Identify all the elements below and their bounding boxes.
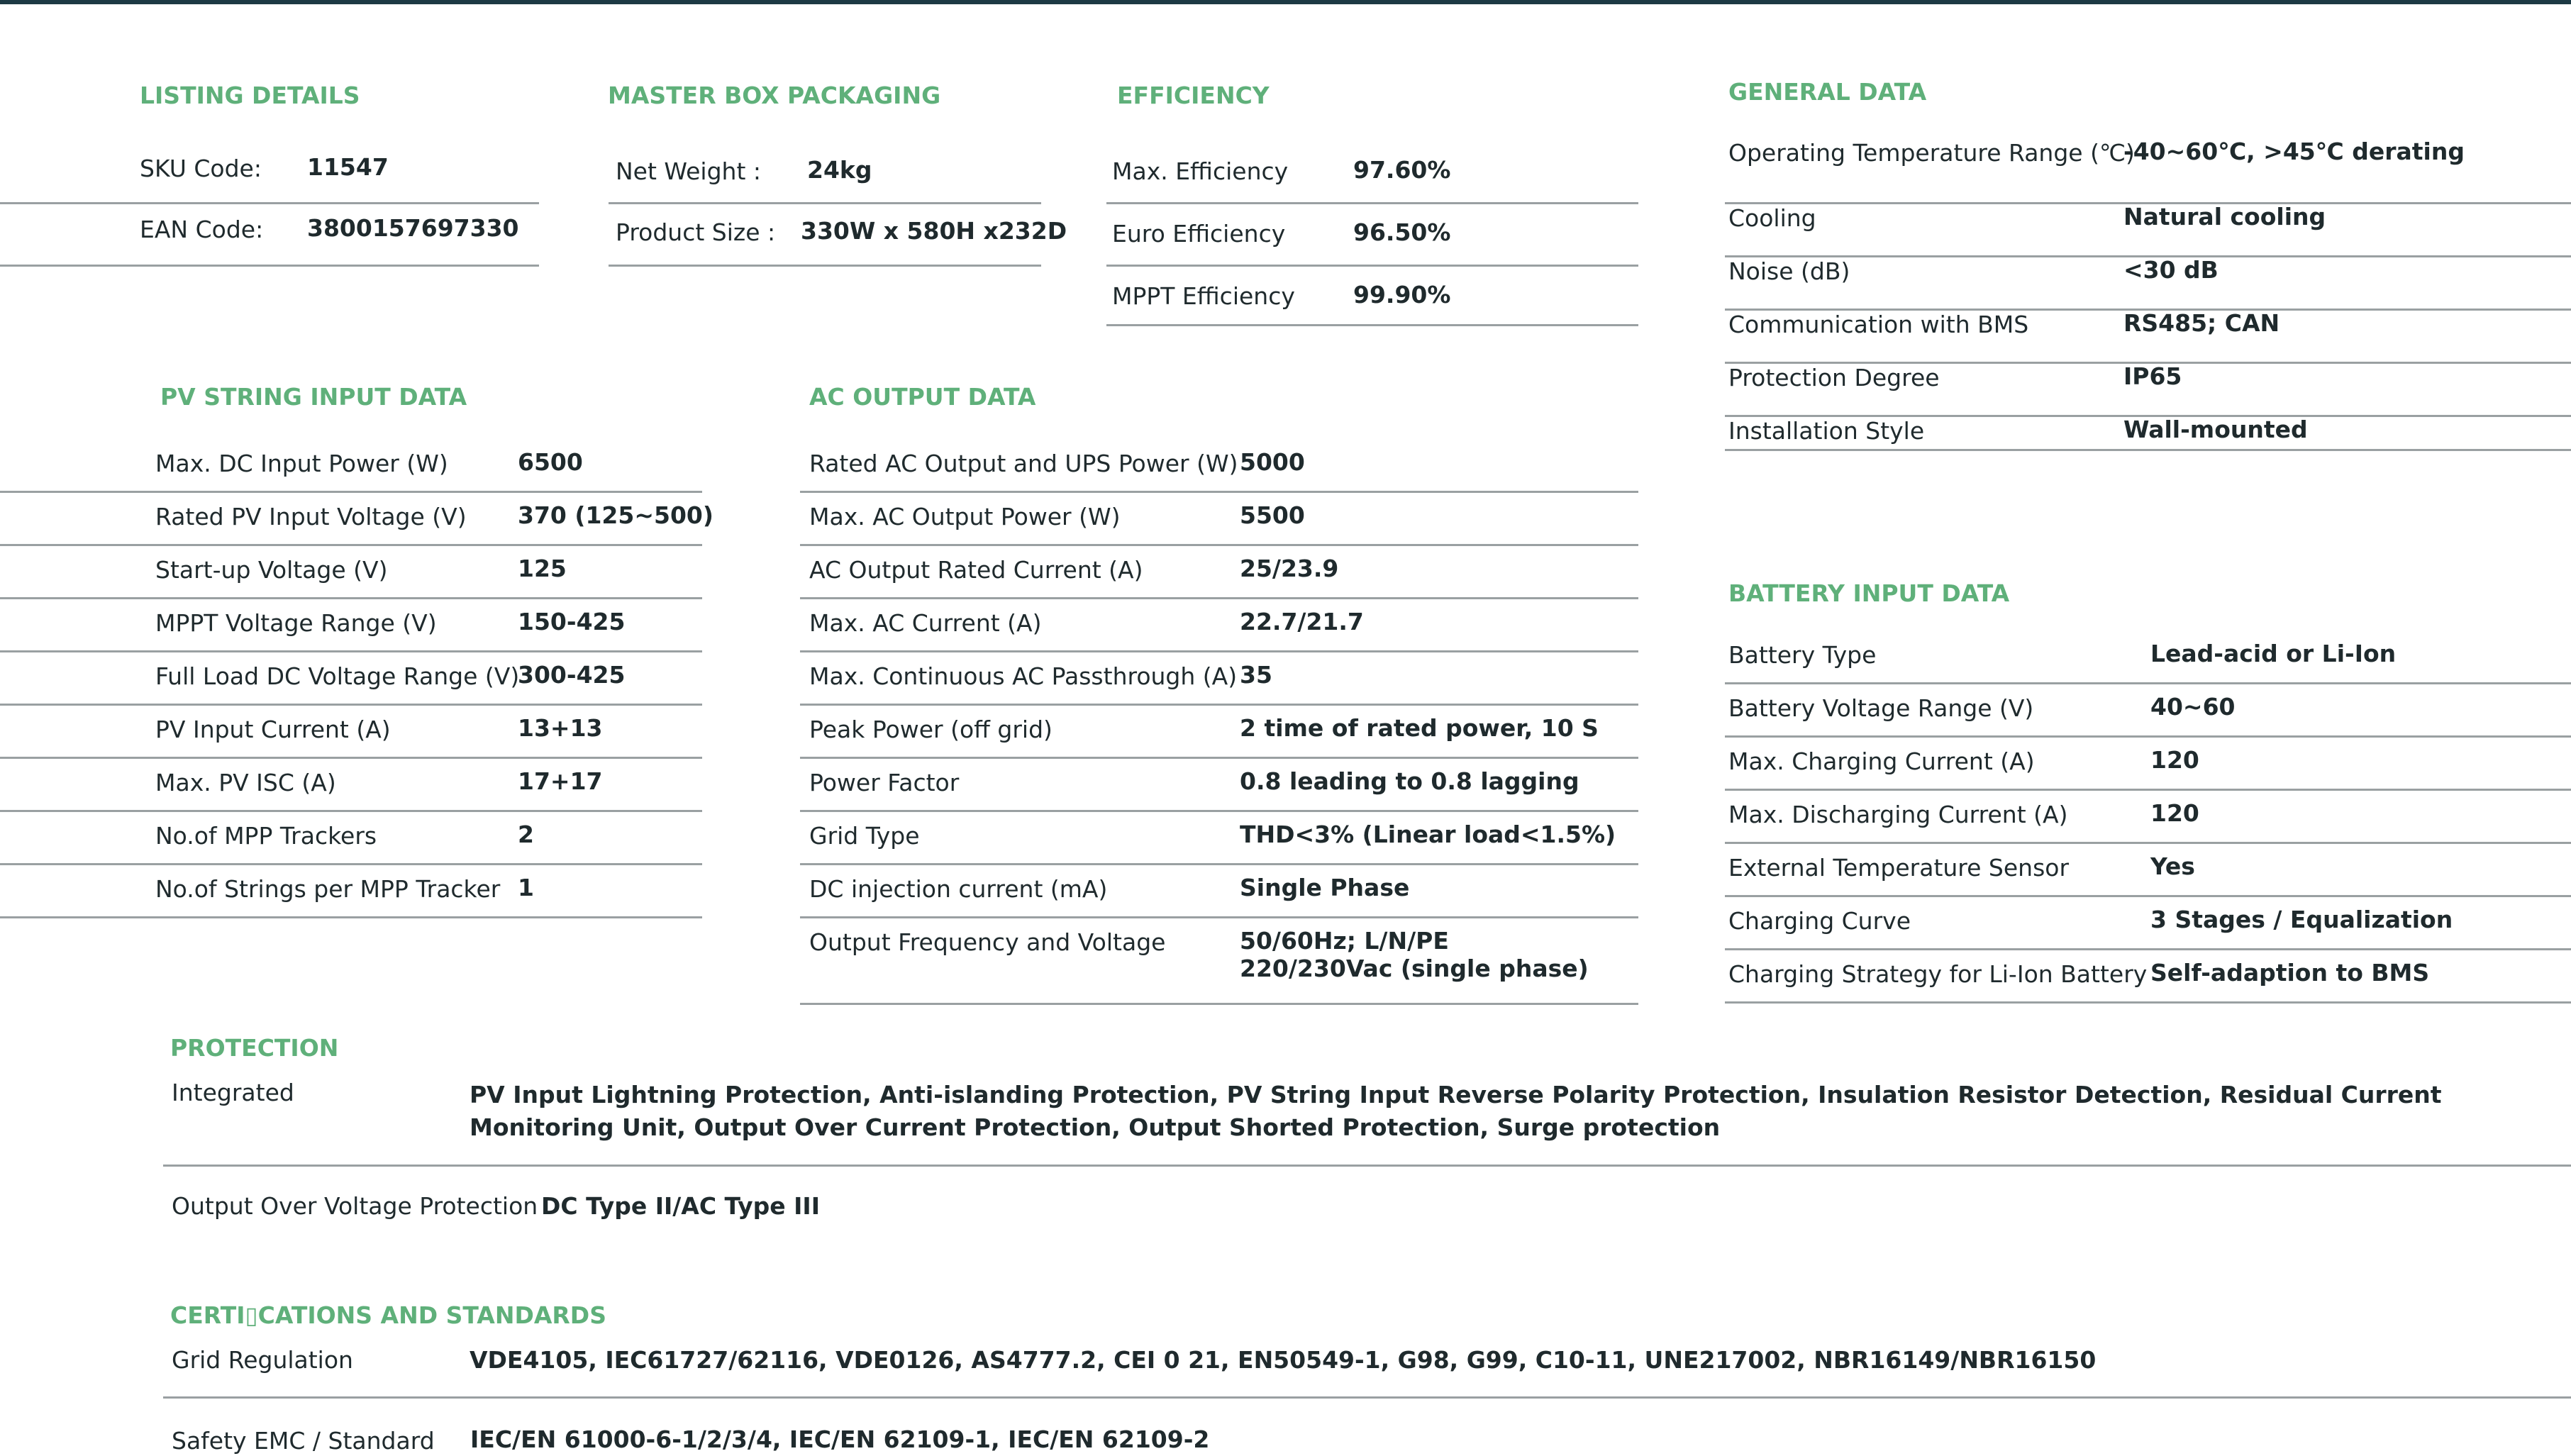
ac-row — [800, 652, 1638, 706]
general-row — [1725, 364, 2571, 417]
pv-label: Max. DC Input Power (W) — [155, 450, 448, 477]
pv-string-title: PV STRING INPUT DATA — [160, 383, 467, 411]
certification-row — [163, 1342, 2571, 1399]
ac-label: AC Output Rated Current (A) — [809, 556, 1143, 584]
pv-row — [0, 652, 702, 706]
ac-label: Max. AC Current (A) — [809, 609, 1042, 637]
ac-row — [800, 865, 1638, 918]
pv-row — [0, 546, 702, 599]
pv-value: 17+17 — [518, 767, 603, 795]
ac-value: 35 — [1240, 661, 1272, 689]
ac-row — [800, 706, 1638, 759]
listing-label: SKU Code: — [140, 155, 262, 182]
protection-row — [163, 1167, 2571, 1252]
battery-row — [1725, 738, 2571, 791]
pv-row — [0, 759, 702, 812]
pv-value: 370 (125~500) — [518, 501, 713, 529]
ac-label: DC injection current (mA) — [809, 875, 1108, 903]
protection-value: PV Input Lightning Protection, Anti-islanding Protection, PV String Input Reverse Polarity Protection, Insulation Resistor Detection, Residual Current Monitoring Unit, Output Over Current Protection, Output Shorted Protection, Surge protection — [470, 1081, 2442, 1141]
top-border — [0, 0, 2571, 4]
general-value: Wall-mounted — [2123, 416, 2308, 443]
efficiency-value: 99.90% — [1353, 281, 1451, 309]
efficiency-label: MPPT Efficiency — [1112, 282, 1295, 310]
efficiency-value: 97.60% — [1353, 156, 1451, 184]
ac-row — [800, 546, 1638, 599]
master-box-title: MASTER BOX PACKAGING — [608, 82, 941, 109]
efficiency-title: EFFICIENCY — [1117, 82, 1270, 109]
battery-label: External Temperature Sensor — [1728, 854, 2070, 882]
pv-value: 6500 — [518, 448, 583, 476]
battery-label: Battery Type — [1728, 641, 1877, 669]
general-row — [1725, 417, 2571, 451]
ac-value: 0.8 leading to 0.8 lagging — [1240, 767, 1579, 795]
pv-row — [0, 599, 702, 652]
battery-label: Battery Voltage Range (V) — [1728, 694, 2034, 722]
master-box-label: Product Size : — [616, 218, 776, 246]
protection-label: Integrated — [172, 1079, 294, 1106]
pv-row — [0, 493, 713, 546]
battery-row — [1725, 844, 2571, 897]
listing-label: EAN Code: — [140, 216, 264, 243]
general-row — [1725, 257, 2571, 311]
pv-label: No.of MPP Trackers — [155, 822, 377, 850]
battery-label: Charging Strategy for Li-Ion Battery — [1728, 960, 2148, 988]
pv-value: 2 — [518, 821, 534, 848]
ac-label: Max. Continuous AC Passthrough (A) — [809, 662, 1238, 690]
general-data-title: GENERAL DATA — [1728, 78, 1927, 106]
battery-row — [1725, 684, 2571, 738]
battery-row — [1725, 791, 2571, 844]
pv-label: Full Load DC Voltage Range (V) — [155, 662, 520, 690]
general-label: Communication with BMS — [1728, 311, 2029, 338]
pv-row — [0, 440, 702, 493]
ac-row — [800, 493, 1638, 546]
ac-row — [800, 599, 1638, 652]
efficiency-row — [1106, 142, 1638, 204]
pv-value: 150-425 — [518, 608, 626, 635]
battery-row — [1725, 897, 2571, 950]
master-box-row-weight — [609, 142, 1041, 204]
battery-value: 120 — [2150, 799, 2199, 827]
protection-label: Output Over Voltage Protection — [172, 1192, 538, 1220]
certification-value: IEC/EN 61000-6-1/2/3/4, IEC/EN 62109-1, IEC/EN 62109-2 — [470, 1426, 1210, 1453]
ac-value: 5000 — [1240, 448, 1305, 476]
general-label: Noise (dB) — [1728, 257, 1850, 285]
general-value: IP65 — [2123, 362, 2182, 390]
pv-label: PV Input Current (A) — [155, 716, 391, 743]
battery-value: 3 Stages / Equalization — [2150, 906, 2453, 933]
pv-value: 300-425 — [518, 661, 626, 689]
pv-row — [0, 812, 702, 865]
battery-value: 40~60 — [2150, 693, 2236, 721]
battery-label: Charging Curve — [1728, 907, 1911, 935]
general-label: Installation Style — [1728, 417, 1925, 445]
general-label: Protection Degree — [1728, 364, 1940, 391]
ac-value: 50/60Hz; L/N/PE 220/230Vac (single phase) — [1240, 927, 1589, 982]
listing-row-ean — [0, 204, 539, 267]
master-box-value: 330W x 580H x232D — [801, 217, 1067, 245]
listing-value: 11547 — [307, 153, 389, 181]
battery-row — [1725, 631, 2571, 684]
battery-value: Lead-acid or Li-Ion — [2150, 640, 2397, 667]
protection-row — [163, 1074, 2571, 1167]
master-box-row-size — [609, 204, 1067, 267]
ac-row — [800, 759, 1638, 812]
certification-label: Grid Regulation — [172, 1346, 353, 1374]
ac-row — [800, 812, 1638, 865]
general-value: Natural cooling — [2123, 203, 2326, 230]
ac-value: 2 time of rated power, 10 S — [1240, 714, 1599, 742]
master-box-value: 24kg — [807, 156, 872, 184]
pv-label: Max. PV ISC (A) — [155, 769, 336, 796]
pv-value: 1 — [518, 874, 534, 901]
general-value: <30 dB — [2123, 256, 2219, 284]
ac-value: THD<3% (Linear load<1.5%) — [1240, 821, 1616, 848]
battery-value: 120 — [2150, 746, 2199, 774]
battery-value: Yes — [2150, 852, 2195, 880]
general-label: Cooling — [1728, 204, 1816, 232]
ac-row — [800, 918, 1638, 1005]
listing-value: 3800157697330 — [307, 214, 519, 242]
listing-details-title: LISTING DETAILS — [140, 82, 360, 109]
certifications-title: CERTI▯CATIONS AND STANDARDS — [170, 1301, 606, 1329]
battery-value: Self-adaption to BMS — [2150, 959, 2430, 987]
certification-value: VDE4105, IEC61727/62116, VDE0126, AS4777.2, CEI 0 21, EN50549-1, G98, G99, C10-11, UNE217002, NBR16149/NBR16150 — [470, 1346, 2097, 1374]
efficiency-row — [1106, 204, 1638, 267]
general-row — [1725, 311, 2571, 364]
general-value: -40~60℃, >45℃ derating — [2123, 138, 2465, 165]
pv-label: Rated PV Input Voltage (V) — [155, 503, 467, 530]
battery-label: Max. Charging Current (A) — [1728, 748, 2035, 775]
listing-row-sku — [0, 142, 539, 204]
ac-value: Single Phase — [1240, 874, 1410, 901]
certification-row — [163, 1399, 2571, 1456]
general-value: RS485; CAN — [2123, 309, 2280, 337]
general-row — [1725, 204, 2571, 257]
efficiency-label: Euro Efficiency — [1112, 220, 1286, 248]
ac-label: Max. AC Output Power (W) — [809, 503, 1121, 530]
general-label: Operating Temperature Range (℃) — [1728, 139, 2135, 167]
pv-value: 125 — [518, 555, 567, 582]
ac-output-title: AC OUTPUT DATA — [809, 383, 1036, 411]
master-box-label: Net Weight : — [616, 157, 761, 185]
pv-row — [0, 706, 702, 759]
protection-title: PROTECTION — [170, 1034, 339, 1062]
battery-row — [1725, 950, 2571, 1004]
ac-label: Output Frequency and Voltage — [809, 928, 1166, 956]
pv-label: No.of Strings per MPP Tracker — [155, 875, 501, 903]
pv-value: 13+13 — [518, 714, 603, 742]
ac-value: 22.7/21.7 — [1240, 608, 1364, 635]
certification-label: Safety EMC / Standard — [172, 1427, 435, 1455]
ac-row — [800, 440, 1638, 493]
battery-input-title: BATTERY INPUT DATA — [1728, 579, 2010, 607]
efficiency-row — [1106, 267, 1638, 326]
efficiency-value: 96.50% — [1353, 218, 1451, 246]
ac-value: 5500 — [1240, 501, 1305, 529]
ac-label: Peak Power (off grid) — [809, 716, 1053, 743]
pv-label: Start-up Voltage (V) — [155, 556, 388, 584]
protection-value: DC Type II/AC Type III — [541, 1192, 820, 1220]
ac-value: 25/23.9 — [1240, 555, 1339, 582]
general-row — [1725, 128, 2571, 204]
ac-label: Rated AC Output and UPS Power (W) — [809, 450, 1238, 477]
battery-label: Max. Discharging Current (A) — [1728, 801, 2068, 828]
efficiency-label: Max. Efficiency — [1112, 157, 1289, 185]
pv-row — [0, 865, 702, 918]
pv-label: MPPT Voltage Range (V) — [155, 609, 437, 637]
ac-label: Power Factor — [809, 769, 960, 796]
ac-label: Grid Type — [809, 822, 920, 850]
